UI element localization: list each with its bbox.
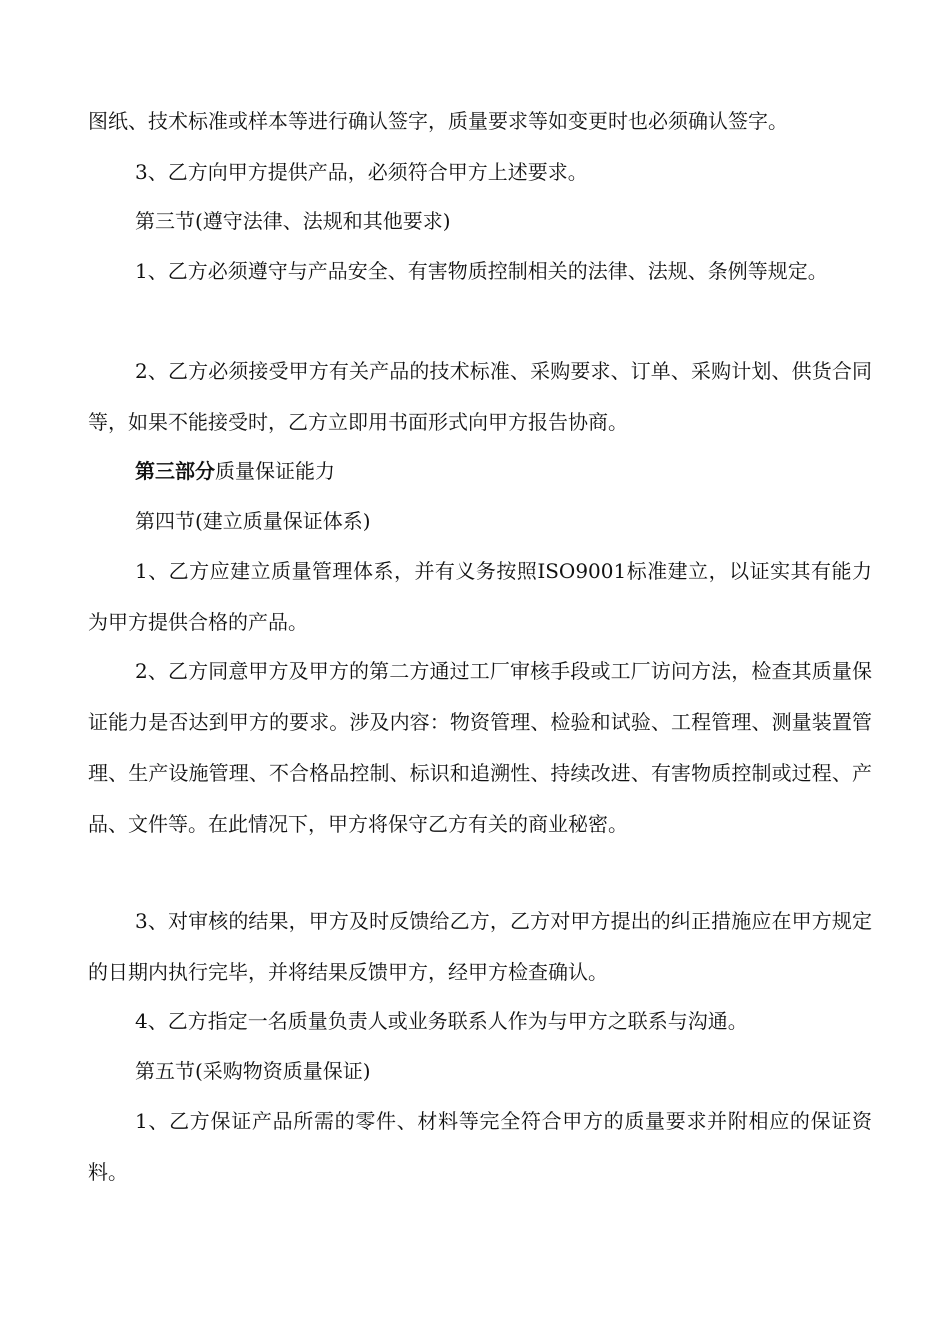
paragraph-item-3-audit-results: 3、对审核的结果，甲方及时反馈给乙方，乙方对甲方提出的纠正措施应在甲方规定的日期内执行完毕，并将结果反馈甲方，经甲方检查确认。 (88, 909, 872, 984)
paragraph-item-2-accept-standards: 2、乙方必须接受甲方有关产品的技术标准、采购要求、订单、采购计划、供货合同等，如果不能接受时，乙方立即用书面形式向甲方报告协商。 (88, 359, 872, 434)
paragraph-item-1-material-assurance: 1、乙方保证产品所需的零件、材料等完全符合甲方的质量要求并附相应的保证资料。 (88, 1109, 872, 1184)
paragraph-item-1-quality-system: 1、乙方应建立质量管理体系，并有义务按照ISO9001标准建立，以证实其有能力为甲方提供合格的产品。 (88, 559, 872, 634)
part-heading-lead: 第三部分 (135, 459, 215, 483)
paragraph-item-4-quality-contact: 4、乙方指定一名质量负责人或业务联系人作为与甲方之联系与沟通。 (135, 1009, 748, 1033)
paragraph-item-3-supply-requirements: 3、乙方向甲方提供产品，必须符合甲方上述要求。 (135, 160, 588, 184)
paragraph-item-2-factory-audit: 2、乙方同意甲方及甲方的第二方通过工厂审核手段或工厂访问方法，检查其质量保证能力是否达到甲方的要求。涉及内容：物资管理、检验和试验、工程管理、测量装置管理、生产设施管理、不合格品控制、标识和追溯性、持续改进、有害物质控制或过程、产品、文件等。在此情况下，甲方将保守乙方有关的商业秘密。 (88, 659, 872, 836)
paragraph-item-1-law-compliance: 1、乙方必须遵守与产品安全、有害物质控制相关的法律、法规、条例等规定。 (135, 259, 828, 283)
section-heading-3: 第三节(遵守法律、法规和其他要求) (135, 209, 451, 233)
paragraph-drawing-confirmation: 图纸、技术标准或样本等进行确认签字，质量要求等如变更时也必须确认签字。 (88, 109, 788, 133)
section-heading-4: 第四节(建立质量保证体系) (135, 509, 371, 533)
part-heading-3 (88, 446, 872, 497)
section-heading-5: 第五节(采购物资质量保证) (135, 1059, 371, 1083)
part-heading-title: 质量保证能力 (215, 459, 335, 483)
